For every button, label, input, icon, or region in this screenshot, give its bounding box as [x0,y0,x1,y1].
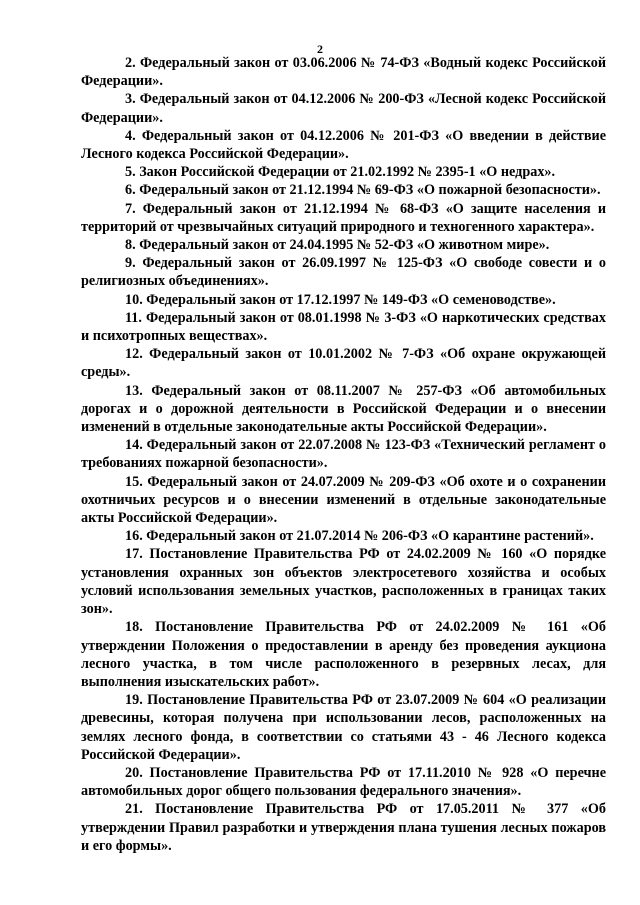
legal-acts-list [81,54,606,855]
list-item: 9. Федеральный закон от 26.09.1997 № 125-ФЗ «О свободе совести и о религиозных объединениях». [81,255,606,290]
list-item: 13. Федеральный закон от 08.11.2007 № 257-ФЗ «Об автомобильных дорогах и о дорожной деятельности в Российской Федерации и о внесении изменений в отдельные законодательные акты Российской Федерации». [81,382,606,436]
list-item: 17. Постановление Правительства РФ от 24.02.2009 № 160 «О порядке установления охранных зон объектов электросетевого хозяйства и особых условий использования земельных участков, расположенных в границах таких зон». [81,546,606,618]
list-item: 8. Федеральный закон от 24.04.1995 № 52-ФЗ «О животном мире». [125,237,550,254]
list-item: 12. Федеральный закон от 10.01.2002 № 7-ФЗ «Об охране окружающей среды». [81,346,606,381]
page-number: 2 [317,42,323,56]
list-item: 15. Федеральный закон от 24.07.2009 № 209-ФЗ «Об охоте и о сохранении охотничьих ресурсов и о внесении изменений в отдельные законодательные акты Российской Федерации». [81,473,606,527]
list-item: 10. Федеральный закон от 17.12.1997 № 149-ФЗ «О семеноводстве». [125,291,556,308]
list-item: 18. Постановление Правительства РФ от 24.02.2009 № 161 «Об утверждении Положения о предоставлении в аренду без проведения аукциона лесного участка, в том числе расположенного в резервных лесах, для выполнения изыскательских работ». [81,619,606,690]
list-item: 21. Постановление Правительства РФ от 17.05.2011 № 377 «Об утверждении Правил разработки и утверждения плана тушения лесных пожаров и его формы». [81,801,606,854]
list-item: 7. Федеральный закон от 21.12.1994 № 68-ФЗ «О защите населения и территорий от чрезвычайных ситуаций природного и техногенного характера». [81,200,606,235]
list-item: 11. Федеральный закон от 08.01.1998 № 3-ФЗ «О наркотических средствах и психотропных веществах». [81,309,606,345]
list-item: 2. Федеральный закон от 03.06.2006 № 74-ФЗ «Водный кодекс Российской Федерации». [81,55,606,90]
list-item: 20. Постановление Правительства РФ от 17.11.2010 № 928 «О перечне автомобильных дорог общего пользования федерального значения». [81,764,606,800]
list-item: 4. Федеральный закон от 04.12.2006 № 201-ФЗ «О введении в действие Лесного кодекса Российской Федерации». [81,127,606,163]
list-item: 5. Закон Российской Федерации от 21.02.1992 № 2395-1 «О недрах». [125,164,556,181]
list-item: 6. Федеральный закон от 21.12.1994 № 69-ФЗ «О пожарной безопасности». [125,182,601,199]
list-item: 14. Федеральный закон от 22.07.2008 № 123-ФЗ «Технический регламент о требованиях пожарной безопасности». [81,437,606,472]
list-item: 16. Федеральный закон от 21.07.2014 № 206-ФЗ «О карантине растений». [125,528,594,545]
list-item: 19. Постановление Правительства РФ от 23.07.2009 № 604 «О реализации древесины, которая получена при использовании лесов, расположенных на землях лесного фонда, в соответствии со статьями 43 - 46 Лесного кодекса Российской Федерации». [81,692,606,763]
list-item: 3. Федеральный закон от 04.12.2006 № 200-ФЗ «Лесной кодекс Российской Федерации». [81,91,606,126]
